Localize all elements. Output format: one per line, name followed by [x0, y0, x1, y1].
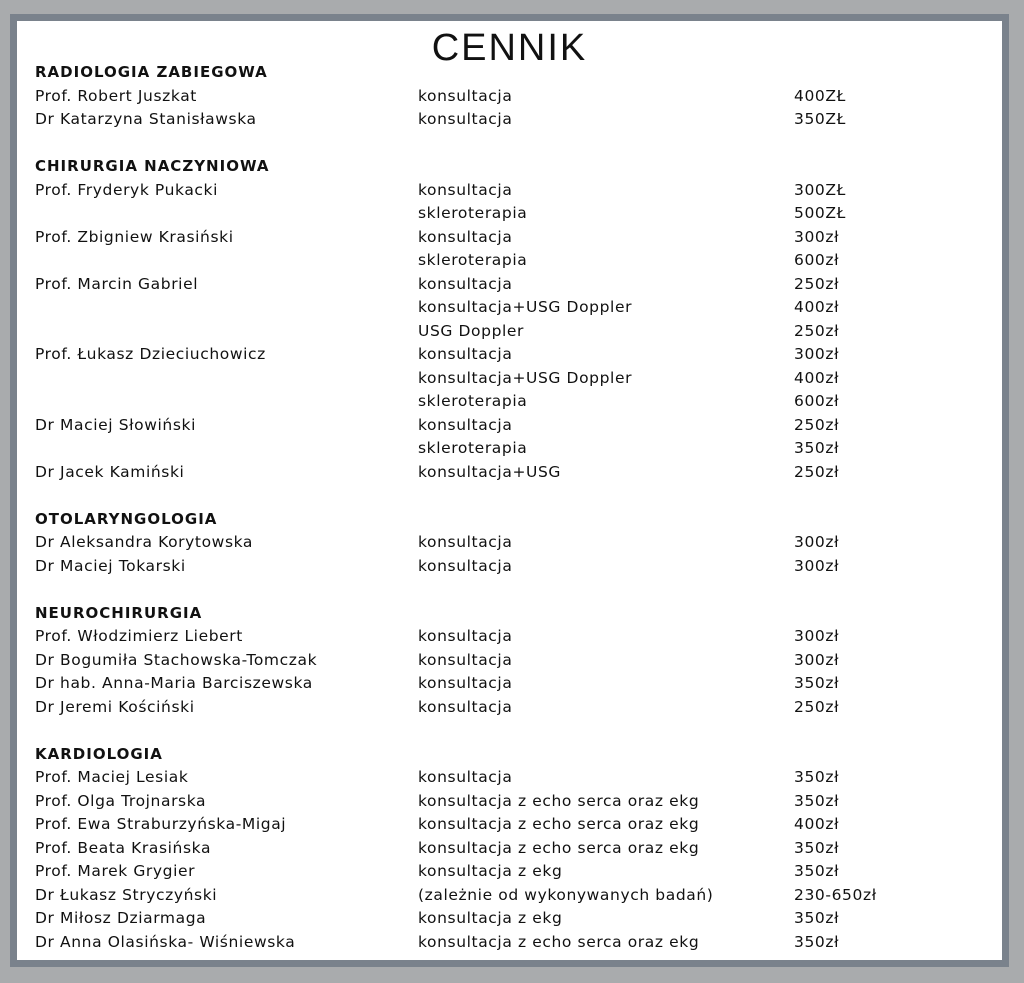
service-name: USG Doppler [418, 321, 525, 340]
price-row [35, 696, 995, 720]
service-name: konsultacja [418, 415, 513, 434]
service-name: skleroterapia [418, 439, 528, 457]
price-value: 400zł [794, 368, 840, 387]
section-heading: NEUROCHIRURGIA [35, 603, 203, 622]
service-name: konsultacja [418, 110, 513, 128]
price-list [35, 61, 995, 954]
service-name: konsultacja z echo serca oraz ekg [418, 815, 700, 833]
price-row [35, 343, 995, 367]
price-value: 230-650zł [794, 885, 877, 904]
doctor-name: Prof. Marek Grygier [35, 862, 196, 880]
doctor-name: Prof. Maciej Lesiak [35, 768, 189, 786]
section-heading: CHIRURGIA NACZYNIOWA [35, 157, 270, 175]
price-row [35, 813, 995, 837]
service-name: konsultacja z ekg [418, 862, 563, 880]
price-row [35, 555, 995, 579]
price-value: 250zł [794, 415, 840, 434]
service-name: konsultacja [418, 674, 513, 692]
doctor-name: Dr Aleksandra Korytowska [35, 533, 254, 551]
service-name: konsultacja [418, 533, 513, 551]
price-list-frame [10, 14, 1009, 967]
price-value: 350zł [794, 439, 840, 457]
price-row [35, 273, 995, 297]
price-row [35, 108, 995, 132]
service-name: konsultacja z echo serca oraz ekg [418, 932, 700, 951]
price-row [35, 226, 995, 250]
service-name: skleroterapia [418, 251, 528, 269]
doctor-name: Dr hab. Anna-Maria Barciszewska [35, 674, 313, 692]
price-value: 400zł [794, 815, 840, 833]
price-value: 250zł [794, 321, 840, 340]
doctor-name: Prof. Beata Krasińska [35, 838, 212, 857]
doctor-name: Dr Maciej Tokarski [35, 556, 186, 575]
section-spacer [35, 578, 995, 602]
price-row [35, 414, 995, 438]
price-row [35, 390, 995, 414]
section-heading: OTOLARYNGOLOGIA [35, 509, 218, 528]
service-name: konsultacja [418, 627, 513, 645]
service-name: konsultacja [418, 345, 513, 363]
price-row [35, 766, 995, 790]
price-value: 250zł [794, 274, 840, 293]
price-row [35, 907, 995, 931]
price-row [35, 790, 995, 814]
doctor-name: Prof. Fryderyk Pukacki [35, 180, 219, 199]
service-name: konsultacja [418, 86, 513, 105]
price-row [35, 461, 995, 485]
price-value: 250zł [794, 697, 840, 716]
service-name: konsultacja [418, 768, 513, 786]
price-value: 350ZŁ [794, 110, 846, 128]
service-name: skleroterapia [418, 204, 528, 222]
price-value: 350zł [794, 791, 840, 810]
doctor-name: Dr Katarzyna Stanisławska [35, 110, 257, 128]
page-title: CENNIK [431, 27, 588, 69]
price-value: 350zł [794, 909, 840, 927]
price-value: 350zł [794, 862, 840, 880]
price-value: 350zł [794, 768, 840, 786]
price-row [35, 531, 995, 555]
price-row [35, 884, 995, 908]
service-name: konsultacja [418, 274, 513, 293]
doctor-name: Dr Jeremi Kościński [35, 697, 195, 716]
price-value: 300zł [794, 627, 840, 645]
price-value: 350zł [794, 838, 840, 857]
price-row [35, 860, 995, 884]
section-spacer [35, 719, 995, 743]
doctor-name: Prof. Zbigniew Krasiński [35, 227, 234, 246]
price-value: 300ZŁ [794, 180, 846, 199]
service-name: konsultacja z echo serca oraz ekg [418, 791, 700, 810]
price-row [35, 649, 995, 673]
doctor-name: Dr Łukasz Stryczyński [35, 885, 218, 904]
service-name: konsultacja [418, 697, 513, 716]
section-spacer [35, 484, 995, 508]
price-row [35, 296, 995, 320]
price-value: 350zł [794, 674, 840, 692]
price-row [35, 249, 995, 273]
service-name: konsultacja z ekg [418, 909, 563, 927]
doctor-name: Dr Miłosz Dziarmaga [35, 909, 207, 927]
service-name: konsultacja+USG [418, 462, 562, 481]
doctor-name: Prof. Włodzimierz Liebert [35, 627, 243, 645]
service-name: konsultacja [418, 650, 513, 669]
doctor-name: Dr Anna Olasińska- Wiśniewska [35, 932, 296, 951]
price-value: 300zł [794, 533, 840, 551]
price-value: 600zł [794, 392, 840, 410]
price-value: 400ZŁ [794, 86, 846, 105]
doctor-name: Prof. Łukasz Dzieciuchowicz [35, 345, 266, 363]
price-row [35, 320, 995, 344]
price-value: 500ZŁ [794, 204, 846, 222]
price-row [35, 202, 995, 226]
price-row [35, 437, 995, 461]
service-name: skleroterapia [418, 392, 528, 410]
service-name: konsultacja [418, 180, 513, 199]
service-name: konsultacja [418, 227, 513, 246]
price-value: 300zł [794, 650, 840, 669]
service-name: konsultacja+USG Doppler [418, 298, 633, 316]
price-value: 350zł [794, 932, 840, 951]
doctor-name: Dr Maciej Słowiński [35, 415, 196, 434]
service-name: konsultacja+USG Doppler [418, 368, 633, 387]
section-heading: KARDIOLOGIA [35, 744, 163, 763]
price-row [35, 85, 995, 109]
doctor-name: Prof. Robert Juszkat [35, 86, 197, 105]
price-value: 400zł [794, 298, 840, 316]
doctor-name: Dr Bogumiła Stachowska-Tomczak [35, 650, 318, 669]
service-name: konsultacja [418, 556, 513, 575]
price-value: 300zł [794, 556, 840, 575]
section-spacer [35, 132, 995, 156]
price-row [35, 837, 995, 861]
service-name: konsultacja z echo serca oraz ekg [418, 838, 700, 857]
price-value: 300zł [794, 345, 840, 363]
price-row [35, 625, 995, 649]
price-value: 300zł [794, 227, 840, 246]
price-row [35, 367, 995, 391]
doctor-name: Prof. Marcin Gabriel [35, 274, 199, 293]
service-name: (zależnie od wykonywanych badań) [418, 885, 714, 904]
doctor-name: Prof. Ewa Straburzyńska-Migaj [35, 815, 287, 833]
price-row [35, 672, 995, 696]
price-value: 600zł [794, 251, 840, 269]
doctor-name: Prof. Olga Trojnarska [35, 791, 207, 810]
price-row [35, 931, 995, 955]
price-value: 250zł [794, 462, 840, 481]
price-row [35, 179, 995, 203]
section-heading: RADIOLOGIA ZABIEGOWA [35, 63, 268, 81]
doctor-name: Dr Jacek Kamiński [35, 462, 185, 481]
